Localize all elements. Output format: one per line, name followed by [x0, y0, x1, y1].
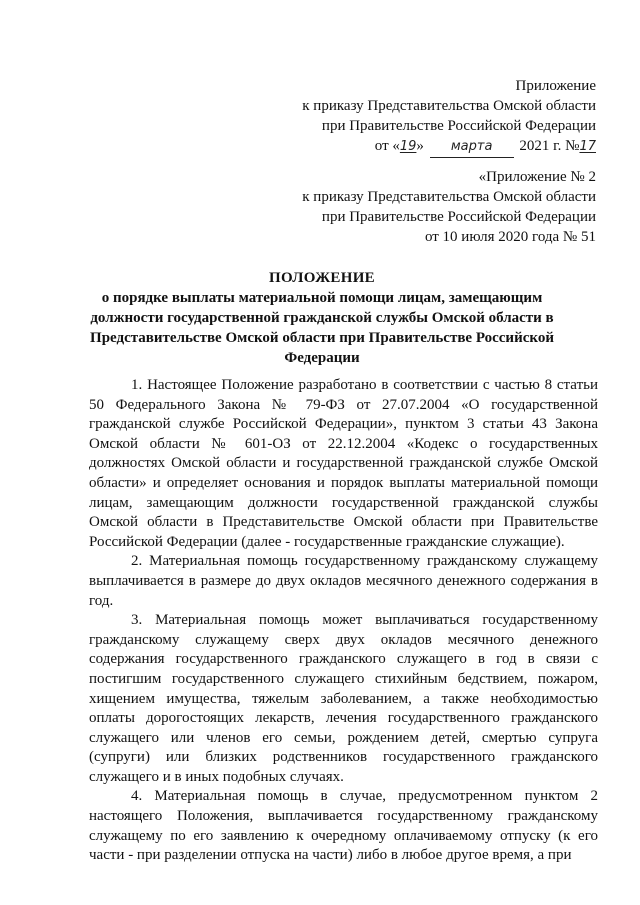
approval-previous-line1: «Приложение № 2: [478, 169, 596, 185]
approval-current: [302, 76, 596, 158]
approval-current-line1: Приложение: [515, 78, 596, 94]
approval-previous-line3: при Правительстве Российской Федерации: [321, 209, 596, 225]
approval-previous-line4: от 10 июля 2020 года № 51: [424, 229, 596, 245]
approval-previous: [302, 167, 596, 247]
document-body: [89, 376, 598, 866]
date-prefix: от «: [374, 138, 400, 154]
document-title: ПОЛОЖЕНИЕ: [269, 270, 375, 286]
date-year: 2021 г. №: [519, 138, 580, 154]
paragraph-1: 1. Настоящее Положение разработано в соответствии с частью 8 статьи 50 Федерального Закона № 79-ФЗ от 27.07.2004 «О государственной гражданской службе Российской Федерации», пунктом 3 статьи 43 Закона Омской области № 601-ОЗ от 22.12.2004 «Кодекс о государственных должностях Омской области и государственной гражданской службе Омской области» и определяет основания и порядок выплаты материальной помощи лицам, замещающим должности государственной гражданской службы Омской области в Представительстве Омской области при Правительстве Российской Федерации (далее - государственные гражданские служащие).: [89, 377, 598, 550]
document-heading: [80, 268, 564, 368]
paragraph-2: 2. Материальная помощь государственному гражданскому служащему выплачивается в размере до двух окладов месячного денежного содержания в год.: [89, 553, 598, 609]
date-mid: »: [416, 138, 424, 154]
approval-current-line3: при Правительстве Российской Федерации: [321, 118, 596, 134]
paragraph-4: 4. Материальная помощь в случае, предусмотренном пунктом 2 настоящего Положения, выплачивается государственному гражданскому служащему по его заявлению к очередному оплачиваемому отпуску (к его части - при разделении отпуска на части) либо в любое другое время, а при: [89, 788, 598, 864]
document-subtitle: о порядке выплаты материальной помощи лицам, замещающим должности государственной гражданской службы Омской области в Представительстве Омской области при Правительстве Российской Федерации: [90, 290, 554, 366]
approval-current-line2: к приказу Представительства Омской области: [302, 98, 596, 114]
paragraph-3: 3. Материальная помощь может выплачиваться государственному гражданскому служащему сверх двух окладов месячного денежного содержания государственного гражданского служащего в год в связи с постигшим государственного служащего стихийным бедствием, пожаром, хищением имущества, тяжелым заболеванием, а также необходимостью оплаты дорогостоящих лекарств, лечения государственного гражданского служащего или членов его семьи, рождением детей, смертью супруга (супруги) или близких родственников государственного гражданского служащего и в иных подобных случаях.: [89, 612, 598, 785]
approval-previous-line2: к приказу Представительства Омской области: [302, 189, 596, 205]
approval-current-date: [302, 136, 596, 158]
handwritten-month: марта: [430, 137, 514, 158]
handwritten-number: 17: [579, 139, 596, 154]
handwritten-day: 19: [399, 139, 417, 154]
